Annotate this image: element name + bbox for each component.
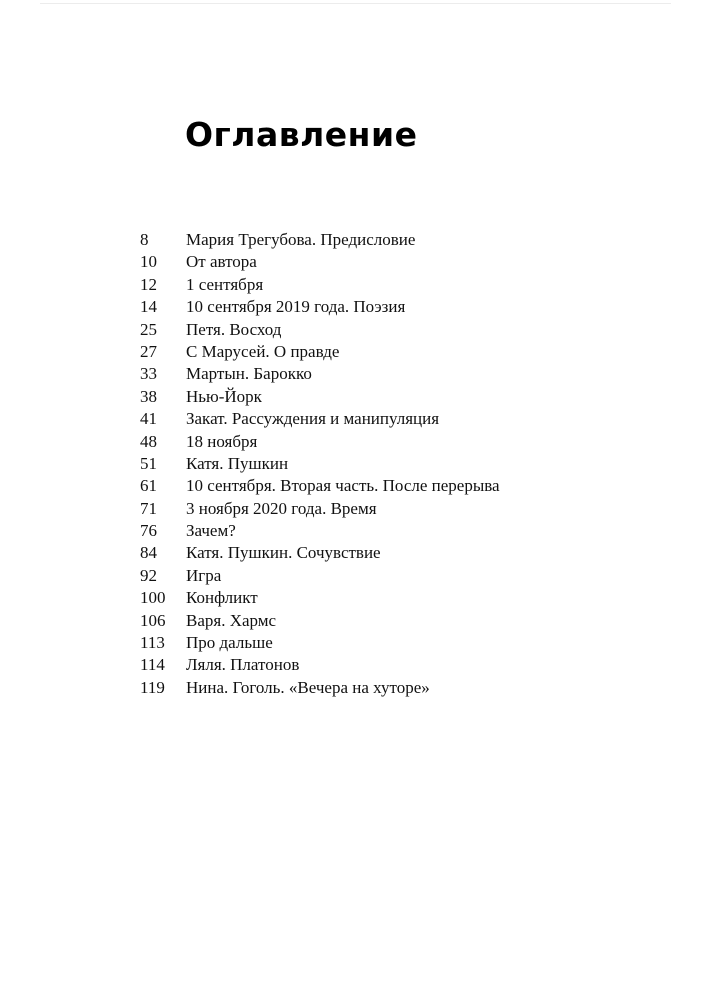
toc-row	[0, 408, 711, 430]
toc-row	[0, 251, 711, 273]
toc-entry-title: Нина. Гоголь. «Вечера на хуторе»	[186, 677, 430, 697]
toc-row	[0, 610, 711, 632]
toc-row	[0, 296, 711, 318]
toc-page-number: 51	[140, 453, 157, 473]
toc-entry-title: С Марусей. О правде	[186, 341, 340, 361]
toc-entry-title: Катя. Пушкин. Сочувствие	[186, 543, 381, 563]
toc-row	[0, 542, 711, 564]
toc-row	[0, 677, 711, 699]
toc-row	[0, 453, 711, 475]
toc-entry-title: Нью-Йорк	[186, 386, 262, 406]
toc-row	[0, 520, 711, 542]
toc-entry-title: Ляля. Платонов	[186, 655, 300, 675]
toc-entry-title: Катя. Пушкин	[186, 453, 289, 473]
toc-page-number: 119	[140, 677, 165, 697]
toc-entry-title: 10 сентября. Вторая часть. После перерыва	[186, 476, 500, 496]
toc-page-number: 38	[140, 386, 157, 406]
toc-entry-title: 10 сентября 2019 года. Поэзия	[186, 297, 406, 317]
toc-page-number: 25	[140, 319, 157, 339]
toc-page-number: 106	[140, 610, 166, 630]
toc-entry-title: 1 сентября	[186, 274, 264, 294]
toc-row	[0, 341, 711, 363]
toc-entry-title: Варя. Хармс	[186, 610, 277, 630]
toc-row	[0, 274, 711, 296]
page-title: Оглавление	[185, 115, 418, 154]
toc-row	[0, 565, 711, 587]
toc-page-number: 84	[140, 543, 157, 563]
toc-row	[0, 654, 711, 676]
toc-row	[0, 229, 711, 251]
toc-row	[0, 431, 711, 453]
toc-entry-title: Игра	[186, 565, 222, 585]
toc-entry-title: Мария Трегубова. Предисловие	[186, 230, 416, 249]
toc-row	[0, 475, 711, 497]
toc-page-number: 12	[140, 274, 157, 294]
page-top-edge	[40, 3, 671, 4]
toc-page-number: 113	[140, 633, 165, 653]
toc-entry-title: 3 ноября 2020 года. Время	[186, 498, 377, 518]
toc-page-number: 114	[140, 655, 165, 675]
toc-row	[0, 632, 711, 654]
toc-row	[0, 587, 711, 609]
toc-entry-title: От автора	[186, 252, 257, 272]
toc-page-number: 10	[140, 252, 157, 272]
toc-row	[0, 386, 711, 408]
toc-entry-title: Петя. Восход	[186, 319, 282, 339]
toc-page-number: 48	[140, 431, 157, 451]
toc-entry-title: Мартын. Барокко	[186, 364, 312, 384]
toc-entry-title: Про дальше	[186, 633, 273, 653]
toc-entry-title: Закат. Рассуждения и манипуляция	[186, 409, 440, 429]
toc-page-number: 33	[140, 364, 157, 384]
toc-page-number: 71	[140, 498, 157, 518]
toc-row	[0, 498, 711, 520]
toc-page-number: 92	[140, 565, 157, 585]
toc-page-number: 61	[140, 476, 157, 496]
toc-page-number: 27	[140, 341, 157, 361]
table-of-contents	[0, 229, 711, 699]
toc-entry-title: Зачем?	[186, 521, 236, 541]
toc-page-number: 100	[140, 588, 166, 608]
toc-page-number: 8	[140, 230, 149, 249]
toc-row	[0, 319, 711, 341]
toc-row	[0, 363, 711, 385]
toc-page-number: 41	[140, 409, 157, 429]
toc-page-number: 14	[140, 297, 157, 317]
toc-page-number: 76	[140, 521, 157, 541]
toc-entry-title: 18 ноября	[186, 431, 258, 451]
toc-entry-title: Конфликт	[186, 588, 258, 608]
